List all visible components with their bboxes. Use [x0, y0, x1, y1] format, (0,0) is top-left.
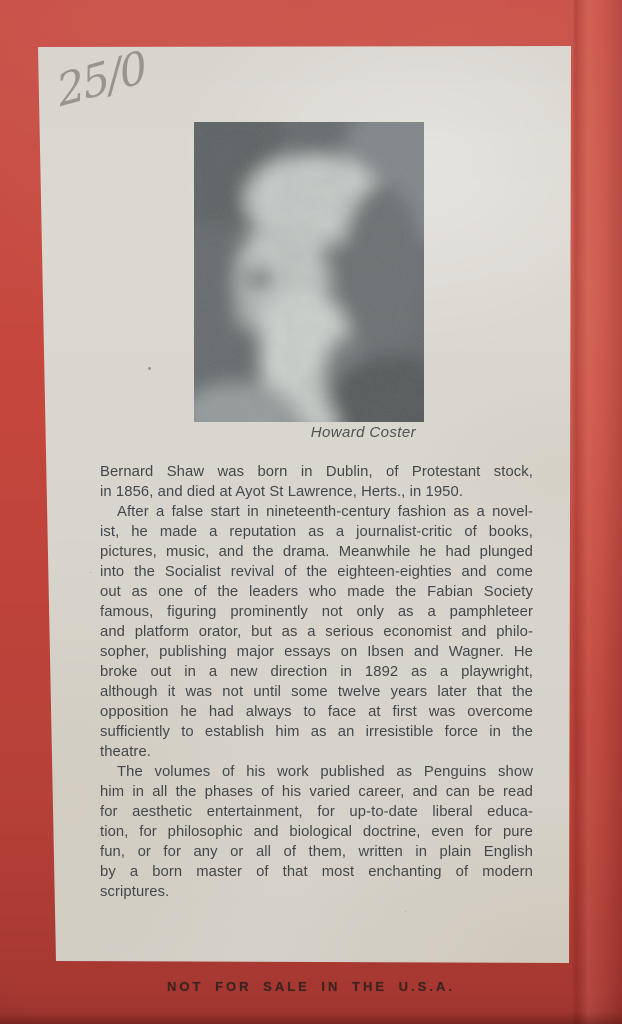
blurb-paragraph: [100, 462, 533, 502]
blurb-line: him in all the phases of his varied career, and can be read: [100, 784, 533, 800]
blurb-line: The volumes of his work published as Penguins show: [117, 764, 533, 780]
blurb-line: opposition he had always to face at first was overcome: [100, 704, 533, 720]
blurb-line: although it was not until some twelve years later that the: [100, 684, 533, 700]
cover-spine-crease: [572, 0, 622, 1024]
shaw-portrait-image: [194, 122, 424, 422]
blurb-line: sopher, publishing major essays on Ibsen and Wagner. He: [100, 644, 533, 660]
photo-credit: Howard Coster: [310, 424, 416, 441]
blurb-line: famous, figuring prominently not only as a pamphleteer: [100, 604, 533, 620]
blurb: [100, 462, 533, 902]
cover-bottom-shadow: [0, 1012, 622, 1024]
blurb-line: fun, or for any or all of them, written in plain English: [100, 844, 533, 860]
blurb-line: in 1856, and died at Ayot St Lawrence, Herts., in 1950.: [100, 484, 464, 500]
blurb-line: tion, for philosophic and biological doctrine, even for pure: [100, 824, 533, 840]
blurb-line: out as one of the leaders who made the Fabian Society: [100, 584, 533, 600]
blurb-line: for aesthetic entertainment, for up-to-date liberal educa-: [100, 804, 533, 820]
blurb-paragraph: [100, 762, 533, 902]
blurb-line: scriptures.: [100, 884, 170, 900]
pencil-price-inscription: 25/0: [53, 41, 150, 118]
blurb-line: broke out in a new direction in 1892 as a playwright,: [100, 664, 533, 680]
portrait-photo: [194, 122, 424, 422]
blurb-line: Bernard Shaw was born in Dublin, of Protestant stock,: [100, 464, 533, 480]
blurb-line: ist, he made a reputation as a journalist-critic of books,: [100, 524, 533, 540]
blurb-line: by a born master of that most enchanting of modern: [100, 864, 533, 880]
blurb-paragraph: [100, 502, 533, 762]
blurb-line: sufficiently to establish him as an irresistible force in the: [100, 724, 533, 740]
footer-notice: NOT FOR SALE IN THE U.S.A.: [167, 979, 455, 994]
blurb-line: pictures, music, and the drama. Meanwhile he had plunged: [100, 544, 533, 560]
blurb-line: and platform orator, but as a serious economist and philo-: [100, 624, 533, 640]
paper-specks: [148, 367, 151, 370]
blurb-line: theatre.: [100, 744, 151, 760]
blurb-line: into the Socialist revival of the eighteen-eighties and come: [100, 564, 533, 580]
blurb-line: After a false start in nineteenth-century fashion as a novel-: [117, 504, 533, 520]
